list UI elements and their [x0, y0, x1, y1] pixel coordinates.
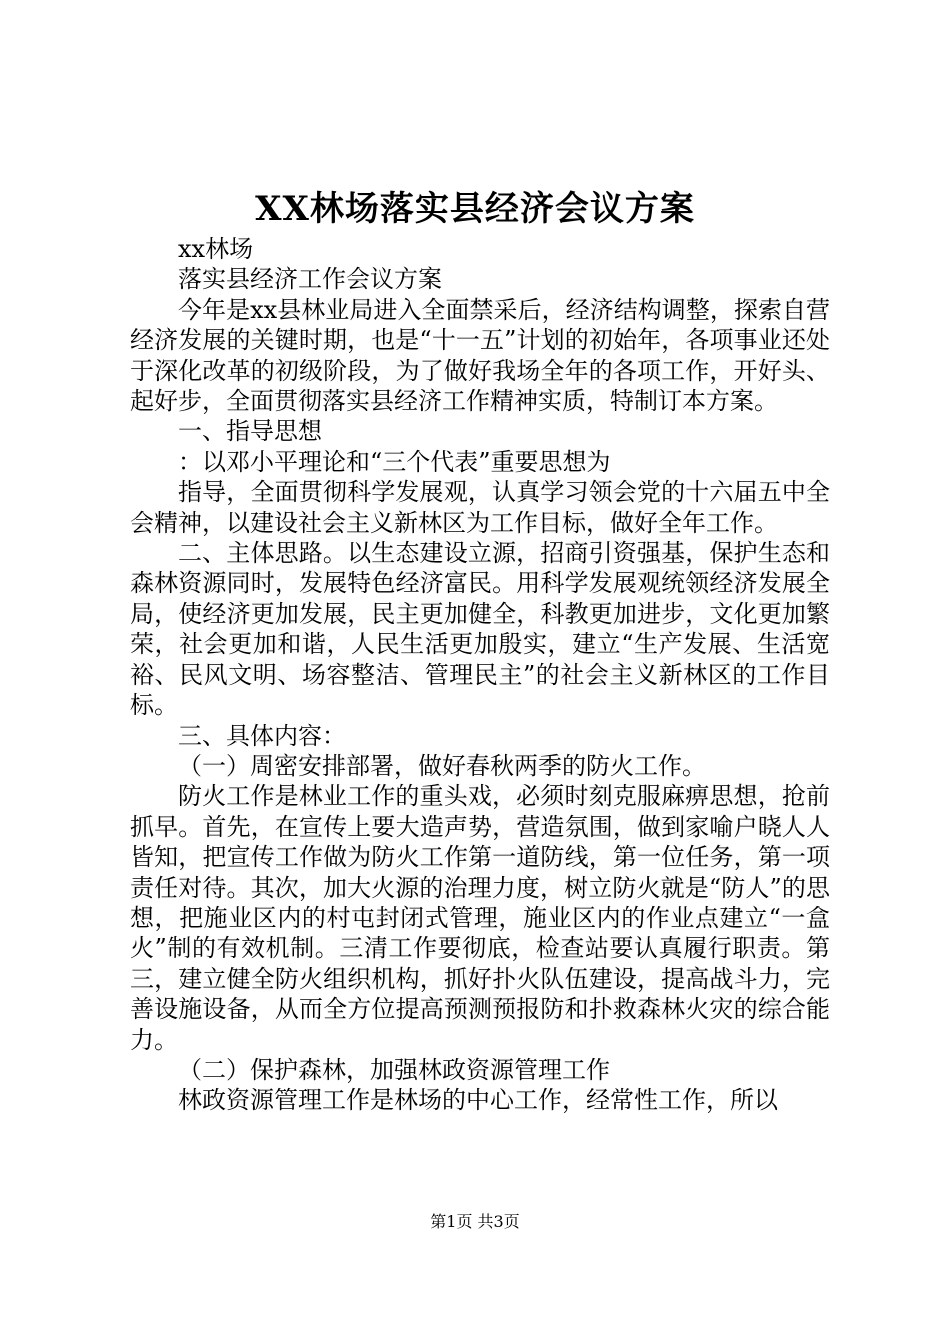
document-body	[130, 234, 830, 1116]
heading-specific-content: 三、具体内容：	[178, 721, 346, 750]
heading-guiding-ideology: 一、指导思想	[178, 417, 322, 446]
paragraph-ideology: 指导，全面贯彻科学发展观，认真学习领会党的十六届五中全会精神，以建设社会主义新林区为工作目标，做好全年工作。	[130, 478, 830, 537]
paragraph-intro: 今年是xx县林业局进入全面禁采后，经济结构调整，探索自营经济发展的关键时期，也是“十一五”计划的初始年，各项事业还处于深化改革的初级阶段，为了做好我场全年的各项工作，开好头、起好步，全面贯彻落实县经济工作精神实质，特制订本方案。	[130, 295, 830, 416]
paragraph-ideology-lead: ：以邓小平理论和“三个代表”重要思想为	[178, 447, 611, 476]
paragraph-main-approach: 二、主体思路。以生态建设立源，招商引资强基，保护生态和森林资源同时，发展特色经济富民。用科学发展观统领经济发展全局，使经济更加发展，民主更加健全，科教更加进步，文化更加繁荣，社会更加和谐，人民生活更加殷实，建立“生产发展、生活宽裕、民风文明、场容整洁、管理民主”的社会主义新林区的工作目标。	[130, 539, 830, 720]
document-title: XX林场落实县经济会议方案	[255, 189, 695, 229]
paragraph-org: xx林场	[178, 235, 254, 263]
heading-fire-prevention: （一）周密安排部署，做好春秋两季的防火工作。	[178, 751, 706, 780]
paragraph-fire-prevention: 防火工作是林业工作的重头戏，必须时刻克服麻痹思想，抢前抓早。首先，在宣传上要大造声势，营造氛围，做到家喻户晓人人皆知，把宣传工作做为防火工作第一道防线，第一位任务，第一项责任对待。其次，加大火源的治理力度，树立防火就是“防人”的思想，把施业区内的村屯封闭式管理，施业区内的作业点建立“一盒火”制的有效机制。三清工作要彻底，检查站要认真履行职责。第三，建立健全防火组织机构，抓好扑火队伍建设，提高战斗力，完善设施设备，从而全方位提高预测预报防和扑救森林火灾的综合能力。	[130, 782, 830, 1054]
paragraph-forest-protection: 林政资源管理工作是林场的中心工作，经常性工作，所以	[178, 1086, 778, 1115]
page-footer: 第1页 共3页	[430, 1212, 520, 1231]
paragraph-subtitle: 落实县经济工作会议方案	[178, 265, 442, 294]
heading-forest-protection: （二）保护森林，加强林政资源管理工作	[178, 1055, 610, 1084]
